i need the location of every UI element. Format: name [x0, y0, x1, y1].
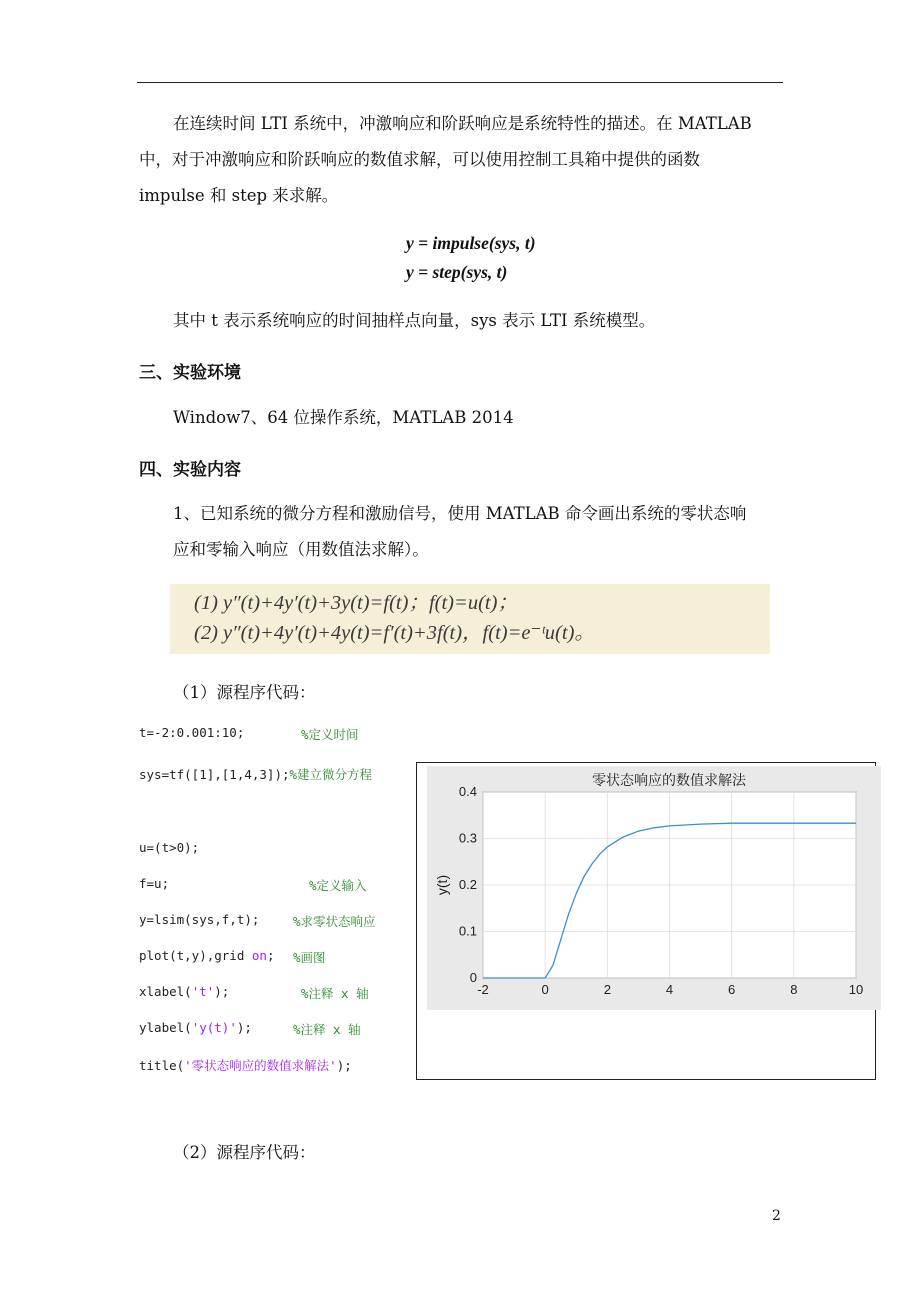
code-line-1 — [139, 725, 359, 742]
code-text: f=u; — [139, 876, 170, 891]
code-text: ); — [236, 1020, 252, 1035]
code-text: t=-2:0.001:10; — [139, 725, 245, 740]
x-tick-label: 10 — [848, 982, 864, 997]
formula-step: y = step(sys, t) — [406, 262, 508, 282]
code-comment: %画图 — [293, 950, 326, 965]
code-comment: %注释 x 轴 — [301, 986, 369, 1001]
code-line-8 — [139, 1020, 361, 1037]
intro-paragraph — [139, 106, 752, 214]
subheading-2: （2）源程序代码： — [173, 1143, 316, 1162]
y-tick-label: 0.4 — [458, 784, 477, 799]
code-line-3 — [139, 840, 199, 855]
code-text: y=lsim(sys,f,t); — [139, 912, 260, 927]
code-text: title( — [139, 1058, 185, 1073]
section-3-title: 三、实验环境 — [139, 363, 241, 383]
code-text: plot(t,y),grid — [139, 948, 252, 963]
explain-text: 其中 t 表示系统响应的时间抽样点向量，sys 表示 LTI 系统模型。 — [173, 311, 656, 330]
y-tick-label: 0.2 — [458, 877, 477, 892]
item-1-line-2: 应和零输入响应（用数值法求解）。 — [173, 540, 429, 559]
section-4-title: 四、实验内容 — [139, 460, 241, 480]
code-comment: %注释 x 轴 — [293, 1022, 361, 1037]
code-text: ); — [336, 1058, 352, 1073]
section-4-item-1 — [173, 496, 746, 568]
code-line-7 — [139, 984, 369, 1001]
y-tick-label: 0.3 — [458, 830, 477, 846]
code-line-2 — [139, 765, 372, 783]
intro-line-3: impulse 和 step 来求解。 — [139, 186, 339, 205]
formula-impulse: y = impulse(sys, t) — [406, 233, 536, 253]
code-text: ); — [214, 984, 230, 999]
line-chart — [427, 766, 881, 1010]
y-axis-label: y(t) — [434, 874, 450, 896]
intro-line-1: 在连续时间 LTI 系统中，冲激响应和阶跃响应是系统特性的描述。在 MATLAB — [173, 114, 752, 133]
y-tick-label: 0 — [469, 970, 477, 985]
x-tick-label: 8 — [790, 982, 798, 997]
item-1-line-1: 1、已知系统的微分方程和激励信号，使用 MATLAB 命令画出系统的零状态响 — [173, 504, 747, 523]
code-line-9 — [139, 1056, 352, 1074]
code-comment: %建立微分方程 — [289, 767, 373, 782]
code-text: ylabel( — [139, 1020, 192, 1035]
code-comment: %定义输入 — [309, 878, 367, 893]
code-text: xlabel( — [139, 984, 192, 999]
x-tick-label: 6 — [728, 982, 736, 997]
section-3-text: Window7、64 位操作系统，MATLAB 2014 — [173, 408, 514, 427]
subheading-1: （1）源程序代码： — [173, 683, 316, 702]
intro-line-2: 中，对于冲激响应和阶跃响应的数值求解，可以使用控制工具箱中提供的函数 — [139, 150, 700, 169]
code-text: ; — [266, 948, 275, 963]
equation-image — [170, 584, 770, 654]
x-tick-label: 4 — [665, 982, 674, 997]
code-string: '零状态响应的数值求解法' — [184, 1058, 337, 1073]
page-number: 2 — [772, 1208, 781, 1224]
equation-2: (2) y″(t)+4y′(t)+4y(t)=f′(t)+3f(t)，f(t)=e⁻ᵗu(t)。 — [194, 622, 595, 644]
code-line-5 — [139, 912, 376, 929]
code-comment: %求零状态响应 — [293, 914, 376, 929]
code-string: 'y(t)' — [191, 1020, 237, 1035]
code-line-4 — [139, 876, 367, 893]
x-tick-label: 0 — [541, 982, 549, 997]
x-tick-label: -2 — [477, 982, 489, 997]
header-rule — [137, 82, 783, 83]
code-comment: %定义时间 — [301, 727, 359, 742]
code-string: 't' — [191, 984, 215, 999]
code-keyword: on — [251, 948, 267, 963]
y-tick-label: 0.1 — [458, 923, 477, 939]
plot-figure — [427, 766, 881, 1010]
equation-1: (1) y″(t)+4y′(t)+3y(t)=f(t)；f(t)=u(t)； — [194, 592, 518, 614]
chart-title: 零状态响应的数值求解法 — [592, 772, 746, 788]
code-line-6 — [139, 948, 326, 965]
code-text: sys=tf([1],[1,4,3]); — [139, 767, 290, 782]
code-text: u=(t>0); — [139, 840, 200, 855]
x-tick-label: 2 — [603, 982, 611, 997]
